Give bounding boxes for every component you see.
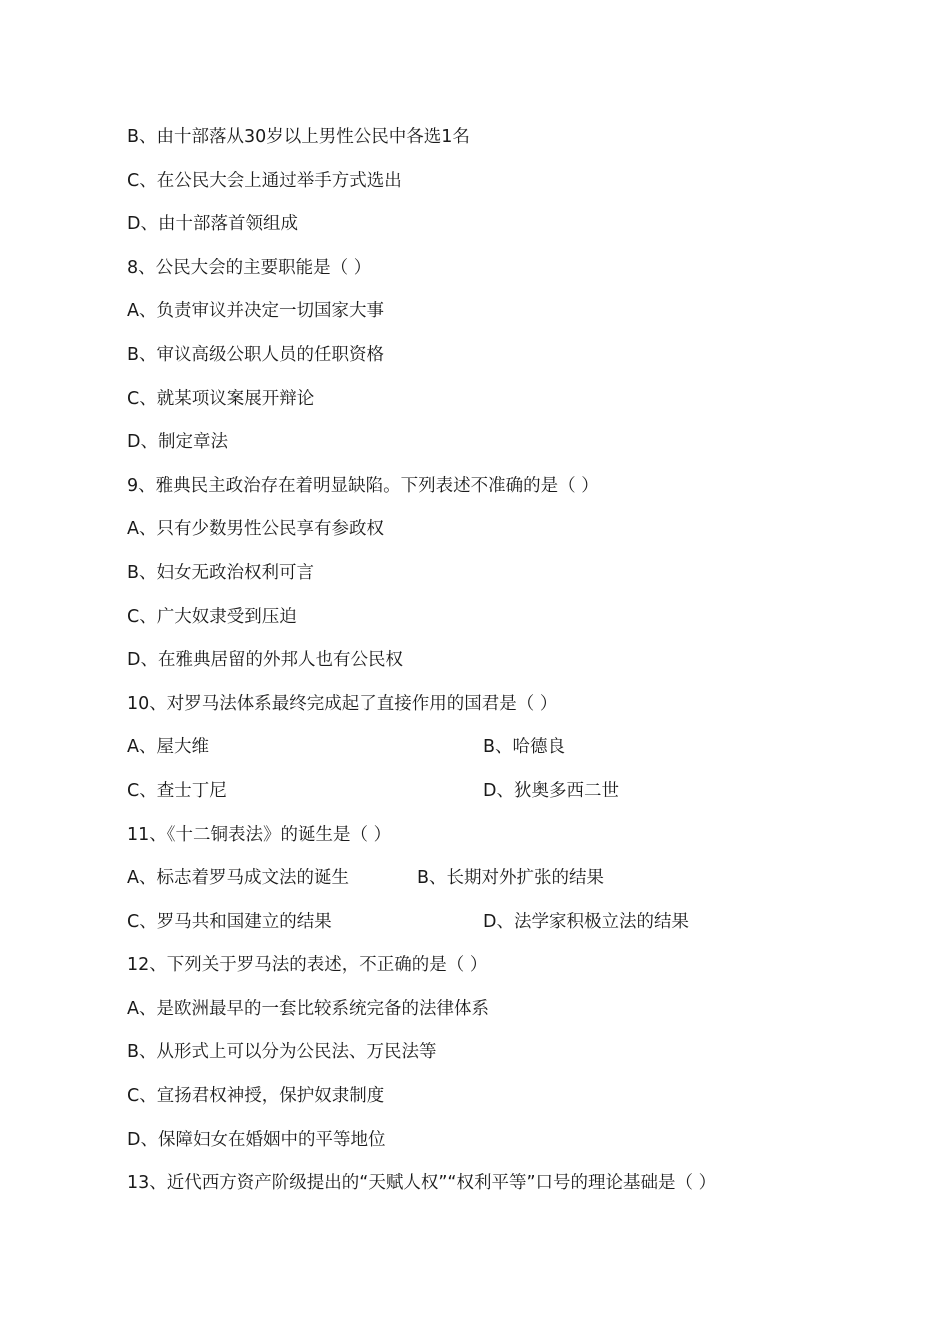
option-line	[127, 427, 847, 471]
question-text: 11、《十二铜表法》的诞生是（ ）	[127, 824, 392, 845]
option-text: C、罗马共和国建立的结果	[127, 911, 332, 932]
option-text: A、只有少数男性公民享有参政权	[127, 519, 384, 540]
option-line	[127, 514, 847, 558]
option-text: B、审议高级公职人员的任职资格	[127, 344, 385, 365]
option-line	[127, 863, 847, 907]
option-text: D、由十部落首领组成	[127, 214, 298, 235]
question-text: 10、对罗马法体系最终完成起了直接作用的国君是（ ）	[127, 693, 558, 714]
option-line	[127, 602, 847, 646]
option-line	[127, 166, 847, 210]
option-text-right: D、法学家积极立法的结果	[483, 911, 689, 932]
question-text: 8、公民大会的主要职能是（ ）	[127, 257, 372, 278]
option-line	[127, 340, 847, 384]
question-line	[127, 1168, 847, 1212]
option-line	[127, 907, 847, 951]
question-text: 12、下列关于罗马法的表述，不正确的是（ ）	[127, 955, 488, 976]
option-text: A、是欧洲最早的一套比较系统完备的法律体系	[127, 998, 489, 1019]
option-text: C、宣扬君权神授，保护奴隶制度	[127, 1086, 385, 1107]
option-text: D、保障妇女在婚姻中的平等地位	[127, 1129, 386, 1150]
option-text: B、从形式上可以分为公民法、万民法等	[127, 1042, 437, 1063]
option-text: C、查士丁尼	[127, 780, 227, 801]
question-line	[127, 471, 847, 515]
question-line	[127, 689, 847, 733]
option-line	[127, 384, 847, 428]
question-text: 9、雅典民主政治存在着明显缺陷。下列表述不准确的是（ ）	[127, 475, 599, 496]
option-line	[127, 645, 847, 689]
option-line	[127, 732, 847, 776]
option-text: A、标志着罗马成文法的诞生	[127, 868, 349, 889]
option-text: D、制定章法	[127, 432, 228, 453]
option-line	[127, 994, 847, 1038]
option-text: B、妇女无政治权利可言	[127, 562, 315, 583]
option-line	[127, 296, 847, 340]
option-line	[127, 558, 847, 602]
option-line	[127, 1037, 847, 1081]
option-text: C、就某项议案展开辩论	[127, 388, 315, 409]
option-text: A、屋大维	[127, 737, 209, 758]
option-text: C、广大奴隶受到压迫	[127, 606, 297, 627]
question-line	[127, 950, 847, 994]
option-line	[127, 1081, 847, 1125]
question-text: 13、近代西方资产阶级提出的“天赋人权”“权利平等”口号的理论基础是（ ）	[127, 1173, 717, 1194]
option-line	[127, 776, 847, 820]
question-line	[127, 253, 847, 297]
question-list	[127, 122, 847, 1212]
option-text: A、负责审议并决定一切国家大事	[127, 301, 384, 322]
option-line	[127, 122, 847, 166]
option-text-right: B、长期对外扩张的结果	[417, 868, 605, 889]
option-text: D、在雅典居留的外邦人也有公民权	[127, 650, 403, 671]
option-text: B、由十部落从30岁以上男性公民中各选1名	[127, 127, 470, 147]
option-text: C、在公民大会上通过举手方式选出	[127, 170, 402, 191]
option-line	[127, 209, 847, 253]
option-line	[127, 1125, 847, 1169]
question-line	[127, 820, 847, 864]
option-text-right: D、狄奥多西二世	[483, 780, 619, 801]
option-text-right: B、哈德良	[483, 737, 566, 758]
